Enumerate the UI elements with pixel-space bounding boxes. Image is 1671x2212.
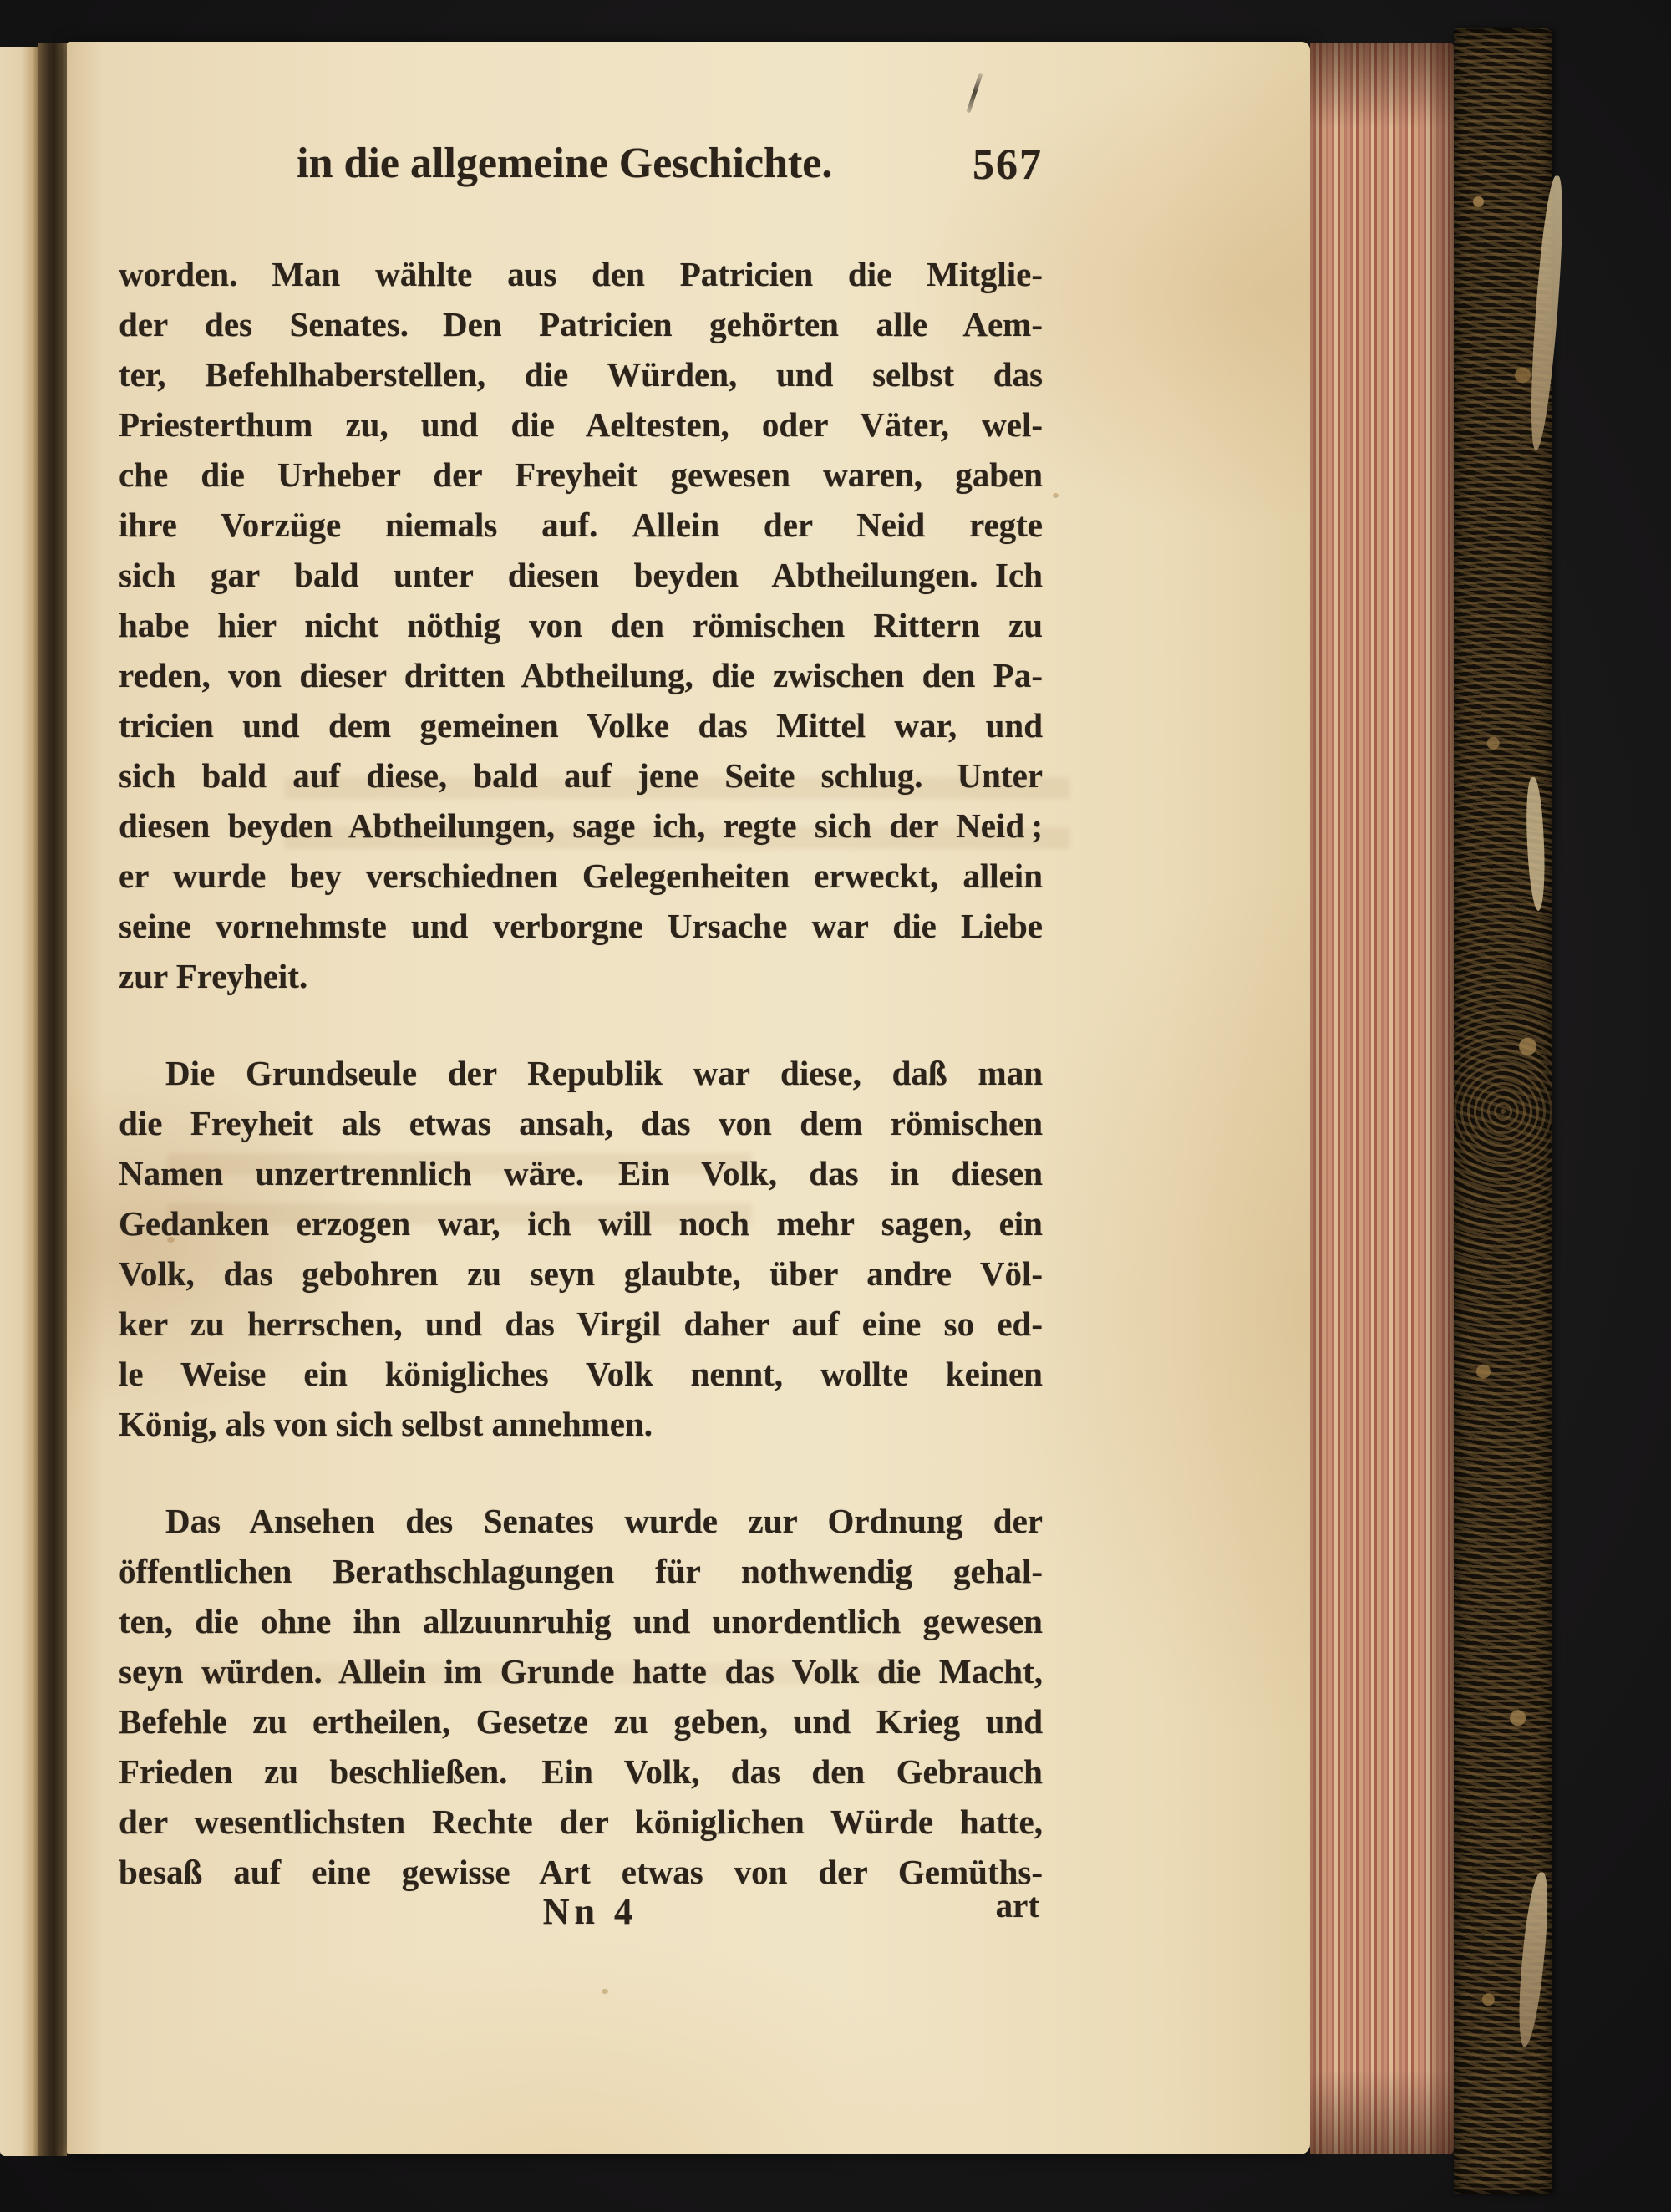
text-line: tricien und dem gemeinen Volke das Mittel war, und <box>119 706 1043 745</box>
text-block <box>119 42 1043 2154</box>
text-line: che die Urheber der Freyheit gewesen waren, gaben <box>119 455 1043 494</box>
running-title: in die allgemeine Geschichte. <box>297 140 833 187</box>
paper-speck <box>1053 493 1059 498</box>
text-line: ker zu herrschen, und das Virgil daher auf eine so ed- <box>119 1304 1043 1343</box>
text-line: sich gar bald unter diesen beyden Abtheilungen. Ich <box>119 556 1043 594</box>
signature-mark: Nn 4 <box>542 1891 637 1932</box>
book-page <box>67 42 1310 2154</box>
text-line: Frieden zu beschließen. Ein Volk, das den Gebrauch <box>119 1752 1043 1791</box>
text-line: ter, Befehlhaberstellen, die Würden, und selbst das <box>119 355 1043 394</box>
text-line: Befehle zu ertheilen, Gesetze zu geben, und Krieg und <box>119 1702 1043 1741</box>
text-line: zur Freyheit. <box>119 957 308 995</box>
text-line: sich bald auf diese, bald auf jene Seite schlug. Unter <box>119 756 1043 795</box>
text-line: besaß auf eine gewisse Art etwas von der Gemüths- <box>119 1853 1043 1891</box>
text-line: Gedanken erzogen war, ich will noch mehr sagen, ein <box>119 1204 1043 1243</box>
text-line: Volk, das gebohren zu seyn glaubte, über andre Völ- <box>119 1254 1043 1293</box>
text-line: ihre Vorzüge niemals auf. Allein der Neid regte <box>119 506 1043 544</box>
page-footer <box>119 1886 1043 1944</box>
paragraph <box>119 1048 1043 1449</box>
page-number: 567 <box>973 141 1043 189</box>
text-line: diesen beyden Abtheilungen, sage ich, regte sich der Neid ; <box>119 806 1043 845</box>
text-line: König, als von sich selbst annehmen. <box>119 1405 653 1443</box>
facing-page-edge <box>0 47 38 2156</box>
text-line: ten, die ohne ihn allzuunruhig und unordentlich gewesen <box>119 1602 1043 1640</box>
text-line: le Weise ein königliches Volk nennt, wollte keinen <box>119 1355 1043 1393</box>
paragraph <box>119 1496 1043 1897</box>
text-line: habe hier nicht nöthig von den römischen Rittern zu <box>119 606 1043 644</box>
text-line: die Freyheit als etwas ansah, das von dem römischen <box>119 1104 1043 1142</box>
text-line: öffentlichen Berathschlagungen für nothwendig gehal- <box>119 1552 1043 1590</box>
text-line: Das Ansehen des Senates wurde zur Ordnung der <box>165 1502 1043 1540</box>
fore-edge <box>1310 43 1454 2154</box>
catchword: art <box>995 1886 1039 1925</box>
text-line: Namen unzertrennlich wäre. Ein Volk, das in diesen <box>119 1154 1043 1192</box>
paragraph <box>119 249 1043 1001</box>
text-line: der des Senates. Den Patricien gehörten alle Aem- <box>119 305 1043 343</box>
text-line: er wurde bey verschiednen Gelegenheiten erweckt, allein <box>119 857 1043 895</box>
text-line: seine vornehmste und verborgne Ursache war die Liebe <box>119 907 1043 945</box>
text-line: seyn würden. Allein im Grunde hatte das Volk die Macht, <box>119 1652 1043 1691</box>
text-line: Die Grundseule der Republik war diese, daß man <box>165 1054 1043 1092</box>
page-header <box>119 139 1043 204</box>
text-line: reden, von dieser dritten Abtheilung, die zwischen den Pa- <box>119 656 1043 694</box>
text-line: worden. Man wählte aus den Patricien die Mitglie- <box>119 255 1043 293</box>
text-line: der wesentlichsten Rechte der königlichen Würde hatte, <box>119 1803 1043 1841</box>
gutter-shadow <box>38 43 67 2156</box>
text-line: Priesterthum zu, und die Aeltesten, oder Väter, wel- <box>119 405 1043 444</box>
